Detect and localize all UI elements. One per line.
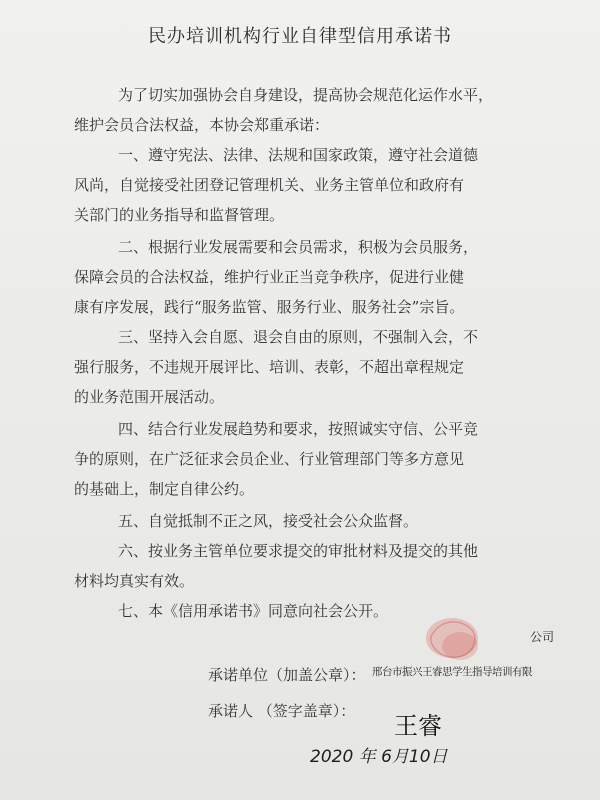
body-line: 关部门的业务指导和监督管理。 [74,206,285,224]
body-line: 强行服务，不违规开展评比、培训、表彰，不超出章程规定 [74,358,465,376]
body-line: 风尚，自觉接受社团登记管理机关、业务主管单位和政府有 [74,176,465,194]
red-seal-stamp [418,610,488,672]
body-line: 材料均真实有效。 [74,572,195,590]
commitment-unit-label: 承诺单位（加盖公章）： [208,666,366,684]
body-line: 二、根据行业发展需要和会员需求，积极为会员服务， [118,238,479,256]
body-line: 的基础上，制定自律公约。 [74,480,255,498]
body-line: 六、按业务主管单位要求提交的审批材料及提交的其他 [118,542,479,560]
body-line: 三、坚持入会自愿、退会自由的原则，不强制入会，不 [118,328,479,346]
body-line: 七、本《信用承诺书》同意向社会公开。 [118,602,389,620]
commitment-person-label: 承诺人 （签字盖章）： [208,702,356,720]
commitment-unit-handwritten: 邢台市振兴王睿思学生指导培训有限 [372,666,532,678]
body-line: 保障会员的合法权益，维护行业正当竞争秩序，促进行业健 [74,268,465,286]
body-line: 康有序发展，践行“服务监管、服务行业、服务社会”宗旨。 [74,298,465,316]
commitment-person-handwritten: 王睿 [394,712,442,740]
body-line: 四、结合行业发展趋势和要求，按照诚实守信、公平竞 [118,420,479,438]
body-line: 一、遵守宪法、法律、法规和国家政策，遵守社会道德 [118,146,479,164]
body-line: 为了切实加强协会自身建设，提高协会规范化运作水平， [118,86,494,104]
commitment-unit-suffix-handwritten: 公司 [530,630,555,644]
body-line: 的业务范围开展活动。 [74,388,225,406]
signing-date-handwritten: 2020 年 6月10日 [310,747,448,767]
document-title: 民办培训机构行业自律型信用承诺书 [148,26,452,47]
body-line: 五、自觉抵制不正之风，接受社会公众监督。 [118,512,419,530]
body-line: 维护会员合法权益，本协会郑重承诺： [74,116,330,134]
body-line: 争的原则，在广泛征求会员企业、行业管理部门等多方意见 [74,450,465,468]
